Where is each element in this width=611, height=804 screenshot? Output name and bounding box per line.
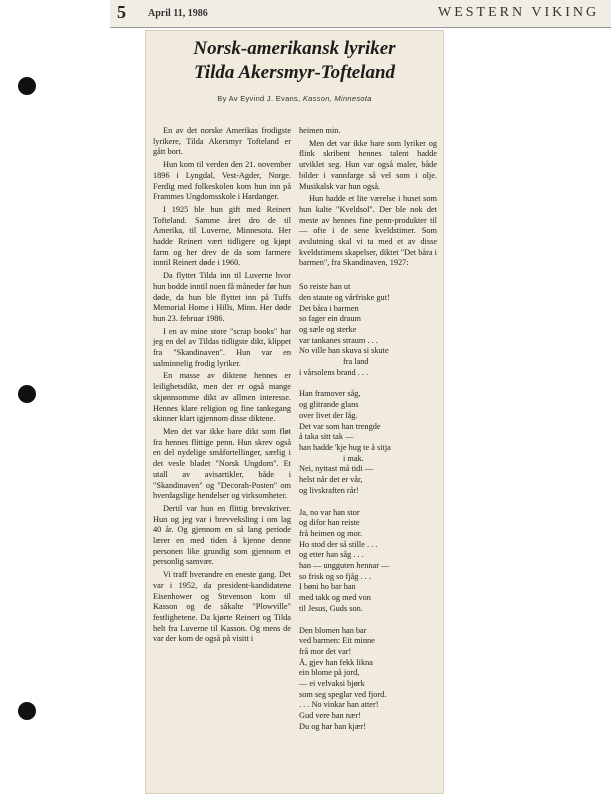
newspaper-header xyxy=(110,0,611,28)
poem-stanza-3 xyxy=(299,508,437,615)
poem-line: å taka sitt tak — xyxy=(299,432,354,442)
poem-line: og difor han reiste xyxy=(299,518,360,528)
poem-line: fra land xyxy=(343,357,369,367)
poem-line: So reiste han ut xyxy=(299,282,351,292)
poem-line: som seg speglar ved fjord. xyxy=(299,689,387,699)
poem-stanza-2 xyxy=(299,389,437,496)
poem xyxy=(299,282,437,732)
paragraph: Hun hadde et lite værelse i huset som hun kalte "Kveldsol". Der ble nok det meste av hennes fine penn-produkter til — ofte i de sene kveldstimer. Som avslutning skal vi ta med et av disse kveldstimens skapelser, diktet "Det båra i barmen", fra Skandinaven, 1927: xyxy=(299,194,437,268)
paragraph: I en av mine store "scrap books" har jeg en del av Tildas tidligste dikt, klippet fra "Skandinaven". Hun var en ualminnelig frodig lyriker. xyxy=(153,326,291,368)
poem-line: til Jesus, Guds son. xyxy=(299,603,363,613)
title-line-2: Tilda Akersmyr-Tofteland xyxy=(193,62,396,83)
article-body xyxy=(153,126,437,787)
poem-stanza-1 xyxy=(299,282,437,378)
poem-line: og livskraften rår! xyxy=(299,485,359,495)
poem-line: i mak. xyxy=(343,453,364,463)
paragraph: Hun kom til verden den 21. november 1896 i Lyngdal, Vest-Agder, Norge. Ferdig med folkeskolen kom hun inn på Frammes Ungdomsskole i Hardanger. xyxy=(153,160,291,202)
byline-city: Kasson, Minnesota xyxy=(302,94,372,103)
poem-line: Han framover såg, xyxy=(299,389,361,399)
poem-line: med takk og med von xyxy=(299,593,371,603)
punch-hole-top xyxy=(18,77,36,95)
title-line-1: Norsk-amerikansk lyriker xyxy=(193,38,396,59)
poem-line: han hadde 'kje hug te å sitja xyxy=(299,442,391,452)
poem-line: ved barmen: Eit minne xyxy=(299,636,375,646)
issue-date: April 11, 1986 xyxy=(148,8,208,19)
poem-line: I bøni ho bar han xyxy=(299,582,356,592)
paragraph: heimen min. xyxy=(299,126,341,135)
poem-line: Nei, nyttast må tidi — xyxy=(299,464,373,474)
poem-line: . . . No vinkar han atter! xyxy=(299,700,379,710)
poem-line: helst når det er vår, xyxy=(299,475,363,485)
poem-line: han — ungguten hennar — xyxy=(299,561,390,571)
poem-line: — ei velvaksi bjørk xyxy=(299,679,365,689)
poem-line: Ho stod der så stille . . . xyxy=(299,539,378,549)
poem-line: so frisk og so fjåg . . . xyxy=(299,571,371,581)
poem-line: Du og har han kjær! xyxy=(299,721,366,731)
paragraph: Men det var ikke bare som lyriker og flink skribent hennes talent hadde utviklet seg. Hun var også maler, både bilder i vannfarge så vel som i olje. Musikalsk var hun også. xyxy=(299,138,437,191)
byline xyxy=(146,94,443,103)
poem-line: og glitrande glans xyxy=(299,400,359,410)
article-title xyxy=(146,37,443,85)
poem-line: Det var som han trengde xyxy=(299,421,381,431)
poem-line: frå mor det var! xyxy=(299,646,352,656)
poem-line: og etter han såg . . . xyxy=(299,550,364,560)
poem-line: Ja, no var han stor xyxy=(299,507,360,517)
poem-line: Gud vere han nær! xyxy=(299,711,361,721)
punch-hole-middle xyxy=(18,385,36,403)
paragraph: En masse av diktene hennes er leilighetsdikt, men der er også mange skjønnsomme dikt av allmen interesse. Hennes klare religion og fine tankegang skinner klart igjennom disse diktene. xyxy=(153,371,291,424)
poem-line: frå heimen og mor. xyxy=(299,528,363,538)
poem-line: den staute og vårfriske gut! xyxy=(299,292,390,302)
paragraph: Men det var ikke bare dikt som fløt fra hennes flittige penn. Hun skrev også en del nydelige småfortellinger, særlig i det vesle bladet "Norsk Ungdom". Et utall av avisartikler, både i "Skandinaven" og "Decorah-Posten" om hverdagslige hendelser og virksomheter. xyxy=(153,426,291,501)
paragraph: Vi traff hverandre en eneste gang. Det var i 1952, da president-kandidatene Eisenhower og Stevenson kom til Kasson og de såkalte "Plowville" festlighetene. Da kjørte Reinert og Tilda helt fra Luverne til Kasson. Og mens de var der kom de også på visitt i xyxy=(153,570,291,644)
column-left xyxy=(153,126,291,787)
poem-line: i vårsolens brand . . . xyxy=(299,367,369,377)
poem-line: Å, gjev han fekk likna xyxy=(299,657,373,667)
newspaper-name: WESTERN VIKING xyxy=(438,5,600,20)
paragraph: I 1925 ble hun gift med Reinert Tofteland. Samme året dro de til Amerika, til Luverne, Minnesota. Her hadde Reinert vært tidligere og kjøpt farm og her drev de da som farmere inntil Reinert døde i 1960. xyxy=(153,204,291,268)
poem-stanza-4 xyxy=(299,626,437,733)
poem-line: var tankanes straum . . . xyxy=(299,335,378,345)
poem-line: over livet der låg. xyxy=(299,410,358,420)
paragraph: Da flyttet Tilda inn til Luverne hvor hun bodde inntil noen få måneder før hun døde, da hun ble flyttet inn på Tuffs Memorial Home i Hills, Minn. Her døde hun 23. februar 1986. xyxy=(153,271,292,323)
poem-line: ein blome på jord, xyxy=(299,668,360,678)
paragraph: Dertil var hun en flittig brevskriver. Hun og jeg var i brevveksling i om lag 40 år. Og gjennom en så lang periode lærer en med tiden å kjenne denne personen like grundig som gjennom et personlig samvær. xyxy=(153,503,291,567)
punch-hole-bottom xyxy=(18,702,36,720)
byline-author: Av Eyvind J. Evans, xyxy=(228,94,301,103)
paragraph: En av det norske Amerikas frodigste lyrikere, Tilda Akersmyr Tofteland er gått bort. xyxy=(153,126,291,157)
poem-line: og sæle og sterke xyxy=(299,324,357,334)
poem-line: Den blomen han bar xyxy=(299,625,367,635)
poem-line: Det båra i barmen xyxy=(299,303,359,313)
poem-line: so fager ein draum xyxy=(299,314,361,324)
byline-prefix: By xyxy=(217,94,227,103)
column-right xyxy=(299,126,437,787)
poem-line: No ville han skuva si skute xyxy=(299,346,389,356)
article-clipping xyxy=(145,30,444,794)
page-number: 5 xyxy=(117,2,126,22)
